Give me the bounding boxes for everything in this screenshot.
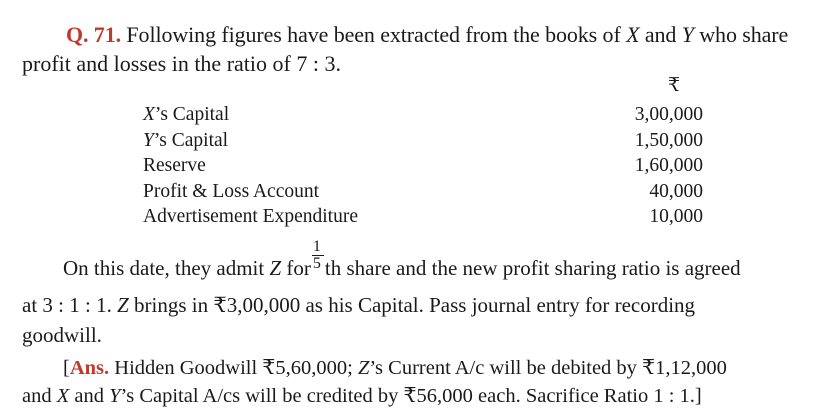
question-number: Q. 71. <box>66 22 122 47</box>
paragraph-line-3: goodwill. <box>22 323 102 347</box>
item-label: Y’s Capital <box>143 129 229 151</box>
party-z: Z <box>269 256 282 280</box>
question-line-2: profit and losses in the ratio of 7 : 3. <box>22 51 341 76</box>
item-row <box>143 155 713 181</box>
party-y: Y <box>681 22 694 47</box>
item-value: 1,50,000 <box>634 129 703 151</box>
paragraph-line-1: On this date, they admit Z for $\frac{1}{5}$ th share and the new profit sharing ratio is agreed <box>63 238 741 280</box>
item-value: 40,000 <box>649 180 703 202</box>
item-value: 1,60,000 <box>634 155 703 176</box>
item-label: Advertisement Expenditure <box>143 206 358 227</box>
fraction <box>311 238 325 275</box>
item-row <box>143 181 713 207</box>
item-value: 10,000 <box>649 206 703 227</box>
question-line-1 <box>66 22 788 48</box>
item-label: X’s Capital <box>143 104 230 125</box>
paragraph-line-2: at 3 : 1 : 1. Z brings in ₹3,00,000 as his Capital. Pass journal entry for recording <box>22 293 696 317</box>
fraction-denominator: 5 <box>312 255 321 272</box>
fraction-numerator: 1 <box>312 238 321 255</box>
currency-header: ₹ <box>668 75 681 96</box>
balance-items <box>143 104 713 232</box>
question-text-tail: who share <box>699 22 789 47</box>
party-x: X <box>626 22 640 47</box>
item-row <box>143 206 713 232</box>
party-x: X <box>56 385 70 407</box>
party-z: Z <box>117 293 129 317</box>
answer-line-2: and X and Y’s Capital A/cs will be credited by ₹56,000 each. Sacrifice Ratio 1 : 1.] <box>22 385 702 407</box>
item-row <box>143 104 713 130</box>
answer-label: Ans. <box>69 357 110 379</box>
answer-line-1: [Ans. Hidden Goodwill ₹5,60,000; Z’s Current A/c will be debited by ₹1,12,000 <box>63 357 727 379</box>
item-label: Profit & Loss Account <box>143 180 320 202</box>
and-word: and <box>644 22 677 47</box>
question-text: Following figures have been extracted from the books of <box>126 22 621 47</box>
item-value: 3,00,000 <box>634 104 703 125</box>
item-row <box>143 130 713 156</box>
item-label: Reserve <box>143 155 206 176</box>
party-z: Z <box>357 357 370 379</box>
party-y: Y <box>109 385 121 407</box>
